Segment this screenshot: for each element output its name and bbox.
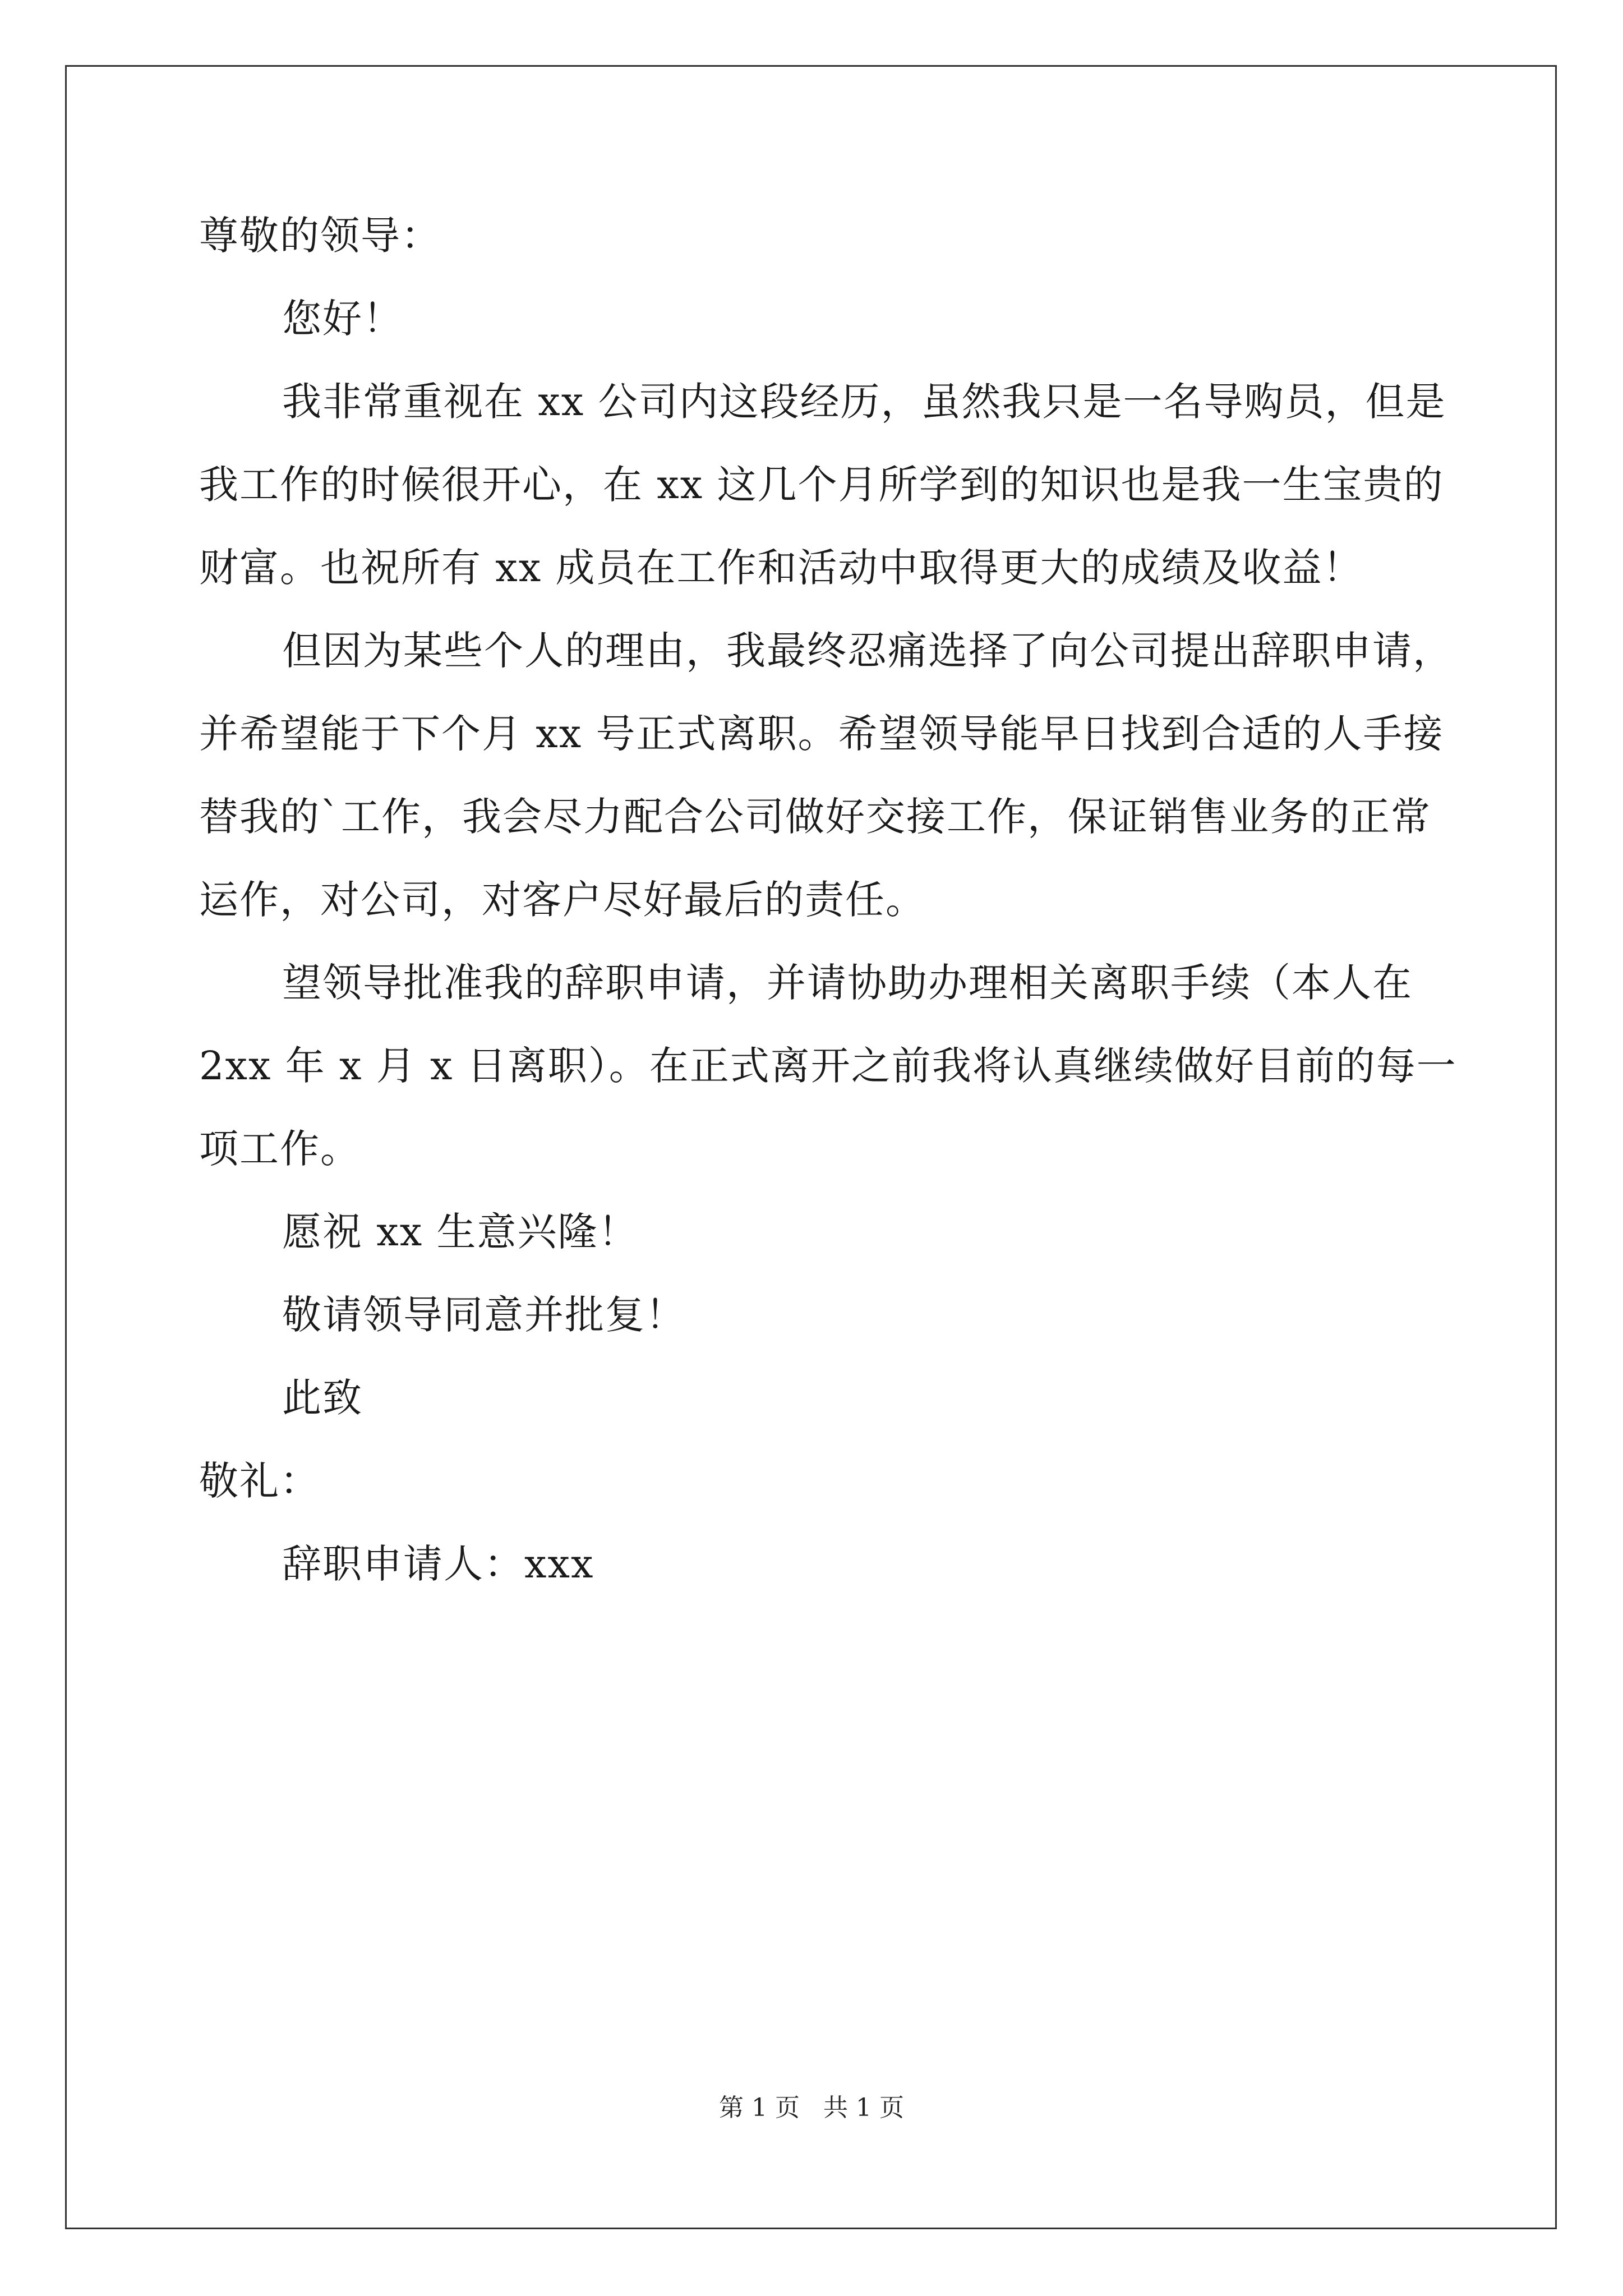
wish-line: 愿祝 xx 生意兴隆！ xyxy=(282,1209,639,1255)
paragraph-3-line-3: 项工作。 xyxy=(199,1126,361,1172)
paragraph-2-line-2: 并希望能于下个月 xx 号正式离职。希望领导能早日找到合适的人手接 xyxy=(199,711,1444,757)
paragraph-3-line-1: 望领导批准我的辞职申请，并请协助办理相关离职手续（本人在 xyxy=(282,960,1413,1006)
paragraph-2-line-3: 替我的`工作，我会尽力配合公司做好交接工作，保证销售业务的正常 xyxy=(199,794,1431,840)
closing-line-2: 敬礼： xyxy=(199,1458,320,1504)
closing-line-1: 此致 xyxy=(282,1375,363,1421)
paragraph-1-line-3: 财富。也祝所有 xx 成员在工作和活动中取得更大的成绩及收益！ xyxy=(199,545,1363,591)
salutation: 尊敬的领导： xyxy=(199,213,441,259)
page-number-footer: 第 1 页 共 1 页 xyxy=(719,2093,904,2122)
paragraph-1-line-1: 我非常重视在 xx 公司内这段经历，虽然我只是一名导购员，但是 xyxy=(282,379,1446,425)
request-line: 敬请领导同意并批复！ xyxy=(282,1292,686,1338)
paragraph-2-line-4: 运作，对公司，对客户尽好最后的责任。 xyxy=(199,877,926,923)
signature-line: 辞职申请人：xxx xyxy=(282,1541,594,1587)
paragraph-2-line-1: 但因为某些个人的理由，我最终忍痛选择了向公司提出辞职申请， xyxy=(282,628,1453,674)
paragraph-1-line-2: 我工作的时候很开心，在 xx 这几个月所学到的知识也是我一生宝贵的 xyxy=(199,462,1444,508)
greeting: 您好！ xyxy=(282,296,403,342)
paragraph-3-line-2: 2xx 年 x 月 x 日离职）。在正式离开之前我将认真继续做好目前的每一 xyxy=(199,1043,1457,1089)
